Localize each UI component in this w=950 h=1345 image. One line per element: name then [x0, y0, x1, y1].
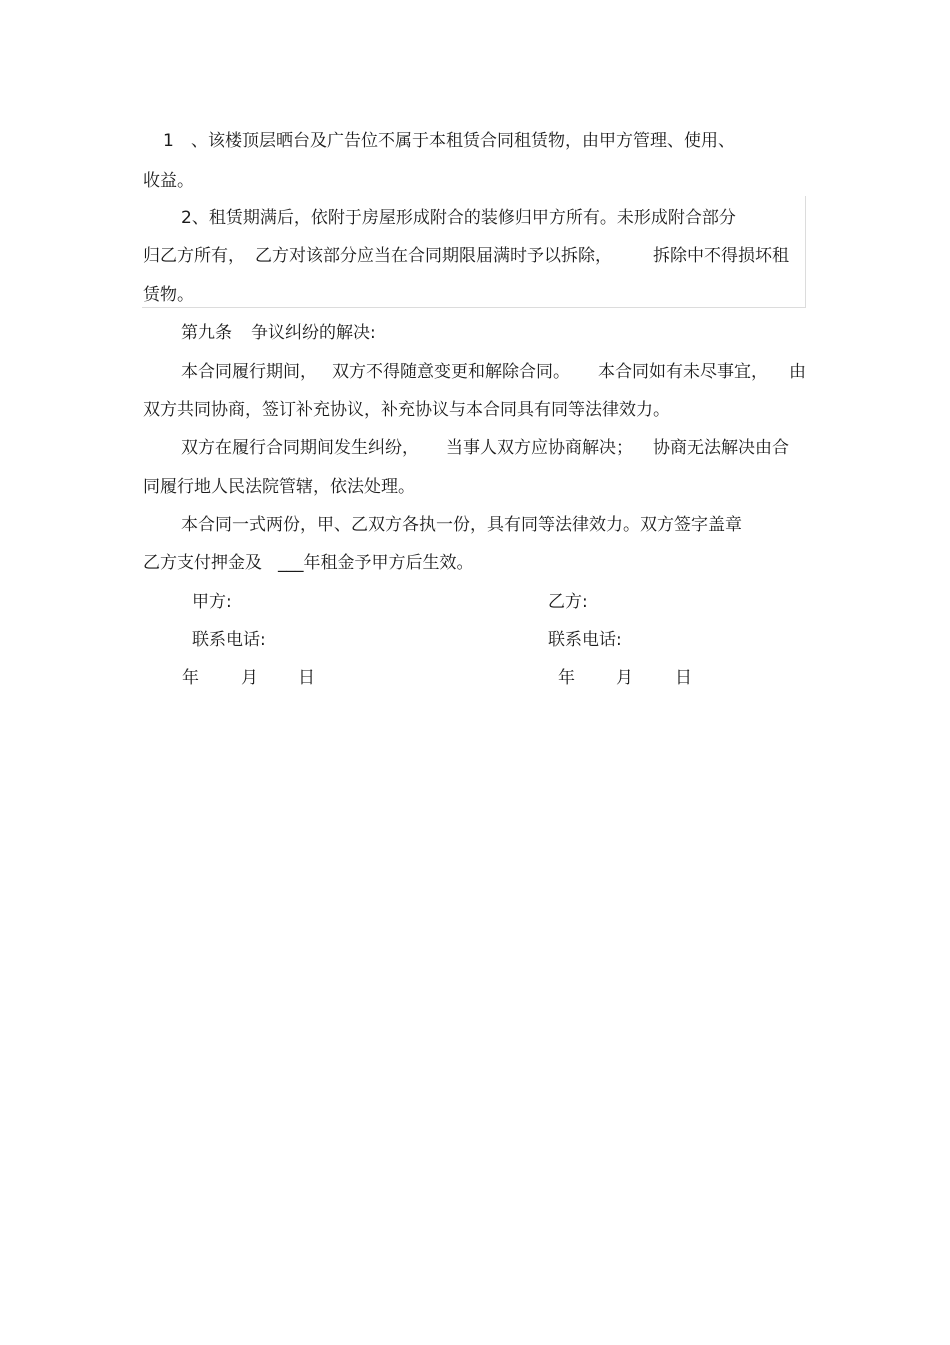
party-a-label: 甲方:: [192, 592, 232, 612]
p1-line-1d: 由: [789, 362, 806, 382]
item-2-line-2c: 拆除中不得损坏租: [653, 246, 789, 266]
party-b-label: 乙方:: [548, 592, 588, 612]
party-a-year: 年: [182, 668, 199, 688]
p2-line-1a: 双方在履行合同期间发生纠纷，: [181, 438, 419, 458]
party-b-phone-label: 联系电话:: [548, 630, 622, 650]
party-a-month: 月: [241, 668, 258, 688]
item-2-line-3: 赁物。: [143, 285, 194, 305]
p1-line-1c: 本合同如有未尽事宜，: [598, 362, 768, 382]
item-2-line-2b: 乙方对该部分应当在合同期限届满时予以拆除，: [255, 246, 612, 266]
p3-line-2a: 乙方支付押金及: [143, 553, 262, 573]
party-b-year: 年: [558, 668, 575, 688]
party-b-month: 月: [616, 668, 633, 688]
item-1-line-1: 、该楼顶层晒台及广告位不属于本租赁合同租赁物，由甲方管理、使用、: [191, 131, 735, 151]
p2-line-1c: 协商无法解决由合: [653, 438, 789, 458]
party-a-phone-label: 联系电话:: [192, 630, 266, 650]
item-1-line-2: 收益。: [143, 171, 194, 191]
p3-line-1: 本合同一式两份，甲、乙双方各执一份，具有同等法律效力。双方签字盖章: [181, 515, 742, 535]
item-2-line-2a: 归乙方所有，: [143, 246, 245, 266]
p2-line-2: 同履行地人民法院管辖，依法处理。: [143, 477, 415, 497]
p1-line-2: 双方共同协商，签订补充协议，补充协议与本合同具有同等法律效力。: [143, 400, 670, 420]
party-a-day: 日: [298, 668, 315, 688]
item-1-number: 1: [163, 131, 174, 151]
p1-line-1a: 本合同履行期间，: [181, 362, 317, 382]
clause-9-title: 争议纠纷的解决:: [251, 323, 376, 343]
item-2-line-1: 2、租赁期满后，依附于房屋形成附合的装修归甲方所有。未形成附合部分: [181, 208, 736, 228]
clause-9-number: 第九条: [181, 323, 232, 343]
p3-line-2b: ___年租金予甲方后生效。: [278, 553, 474, 573]
p1-line-1b: 双方不得随意变更和解除合同。: [332, 362, 570, 382]
p2-line-1b: 当事人双方应协商解决；: [446, 438, 633, 458]
party-b-day: 日: [675, 668, 692, 688]
